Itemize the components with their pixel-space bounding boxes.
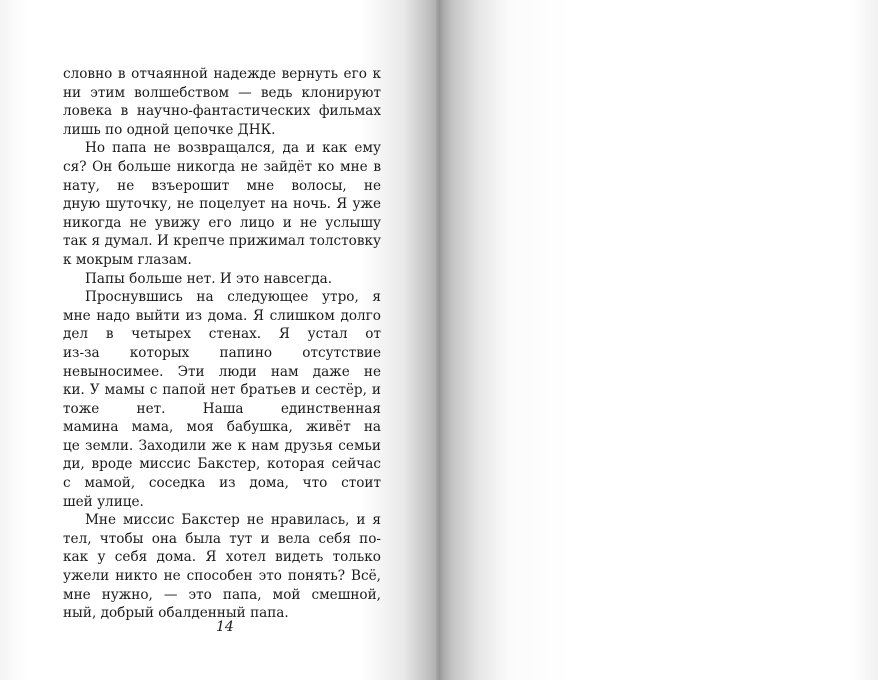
text-line: Но папа не возвращался, да и как ему — [85, 140, 381, 157]
text-line: нату, не взъерошит мне волосы, не — [63, 177, 381, 194]
book-gutter — [436, 0, 442, 680]
text-line: невыносимее. Эти люди нам даже не — [63, 363, 381, 380]
text-line: ловека в научно-фантастических фильмах — [63, 103, 381, 120]
text-line: из-за которых папино отсутствие — [63, 344, 381, 361]
text-line: ки. У мамы с папой нет братьев и сестёр, и — [63, 382, 381, 399]
text-line: дел в четырех стенах. Я устал от — [63, 326, 381, 343]
text-line: це земли. Заходили же к нам друзья семьи — [63, 437, 381, 454]
text-line: ужели никто не способен это понять? Всё, — [63, 568, 381, 585]
text-line: мамина мама, моя бабушка, живёт на — [63, 419, 381, 436]
text-line: ный, добрый обалденный папа. — [63, 605, 289, 622]
text-line: ни этим волшебством — ведь клонируют — [63, 84, 381, 101]
text-line: как у себя дома. Я хотел видеть только — [63, 549, 381, 566]
text-line: тоже нет. Наша единственная — [63, 400, 381, 417]
text-line: Проснувшись на следующее утро, я — [85, 289, 381, 306]
left-page-text — [63, 65, 381, 623]
text-line: шей улице. — [63, 493, 144, 510]
text-line: ди, вроде миссис Бакстер, которая сейчас — [63, 456, 381, 473]
text-line: мне нужно, — это папа, мой смешной, — [63, 586, 381, 603]
text-line: ся? Он больше никогда не зайдёт ко мне в — [63, 158, 381, 175]
text-line: мне надо выйти из дома. Я слишком долго — [63, 307, 381, 324]
left-page-number: 14 — [216, 619, 234, 635]
text-line: Папы больше нет. И это навсегда. — [85, 270, 333, 287]
text-line: словно в отчаянной надежде вернуть его к — [63, 66, 381, 82]
text-line: никогда не увижу его лицо и не услышу — [63, 214, 381, 231]
text-line: с мамой, соседка из дома, что стоит — [63, 475, 381, 492]
text-line: лишь по одной цепочке ДНК. — [63, 121, 276, 138]
right-page — [439, 0, 878, 680]
text-line: так я думал. И крепче прижимал толстовку — [63, 233, 381, 250]
text-line: к мокрым глазам. — [63, 251, 192, 268]
text-line: дную шуточку, не поцелует на ночь. Я уже — [63, 196, 381, 213]
text-line: тел, чтобы она была тут и вела себя по- — [63, 530, 381, 547]
text-line: Мне миссис Бакстер не нравилась, и я — [85, 512, 381, 529]
